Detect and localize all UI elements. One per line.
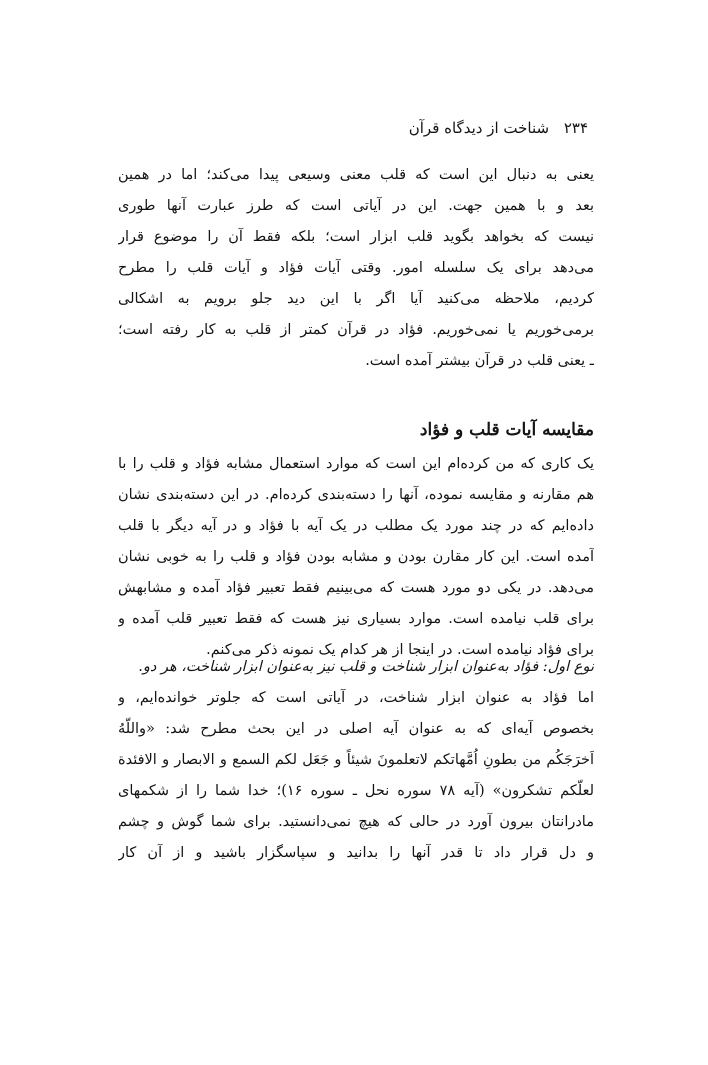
- text-line: اما فؤاد به عنوان ابزار شناخت، در آیاتی است که جلوتر خوانده‌ایم، و: [118, 690, 594, 706]
- text-line: آمده است. این کار مقارن بودن و مشابه بودن فؤاد و قلب را به خوبی نشان: [118, 549, 594, 565]
- text-line: بعد و با همین جهت. این در آیاتی است که طرز عبارت آنها طوری: [118, 198, 594, 214]
- running-header: [409, 117, 588, 139]
- text-line: هم مقارنه و مقایسه نموده، آنها را دسته‌بندی کرده‌ام. در این دسته‌بندی نشان: [118, 487, 594, 503]
- text-line: می‌دهد. در یکی دو مورد هست که می‌بینیم فقط تعبیر فؤاد آمده و مشابهش: [118, 580, 594, 596]
- text-line: برمی‌خوریم یا نمی‌خوریم. فؤاد در قرآن کمتر از قلب به کار رفته است؛: [118, 322, 594, 338]
- text-line: لعلّکم تشکرون» (آیه ۷۸ سوره نحل ـ سوره ۱۶)؛ خدا شما را از شکمهای: [118, 783, 594, 799]
- paragraph-1: [118, 160, 594, 377]
- paragraph-3: [118, 652, 594, 869]
- text-line: برای قلب نیامده است. موارد بسیاری نیز هست که فقط تعبیر قلب آمده و: [118, 611, 594, 627]
- text-line: می‌دهد برای یک سلسله امور. وقتی آیات فؤاد و آیات قلب را مطرح: [118, 260, 594, 276]
- page-number: ۲۳۴: [563, 119, 588, 137]
- section-heading: مقایسه آیات قلب و فؤاد: [419, 420, 594, 440]
- italic-subheading: نوع اول: فؤاد به‌عنوان ابزار شناخت و قلب نیز به‌عنوان ابزار شناخت، هر دو.: [138, 659, 594, 675]
- text-line: بخصوص آیه‌ای که به عنوان آیه اصلی در این بحث مطرح شد: «واللّهُ: [118, 721, 594, 737]
- text-line: نیست که بخواهد بگوید قلب ابزار است؛ بلکه فقط آن را موضوع قرار: [118, 229, 594, 245]
- text-line: و دل قرار داد تا قدر آنها را بدانید و سپاسگزار باشید و از آن کار: [118, 845, 594, 861]
- paragraph-2: [118, 449, 594, 666]
- running-title: شناخت از دیدگاه قرآن: [408, 119, 550, 137]
- text-line: داده‌ایم که در چند مورد یک مطلب در یک آیه با فؤاد و در آیه دیگر با قلب: [118, 518, 594, 534]
- text-line: کردیم، ملاحظه می‌کنید آیا اگر با این دید جلو برویم به اشکالی: [118, 291, 594, 307]
- text-line: برای فؤاد نیامده است. در اینجا از هر کدام یک نمونه ذکر می‌کنم.: [206, 642, 594, 658]
- quran-verse-line: اَخرَجَکُم من بطونِ اُمَّهاتکم لاتعلمونَ شیئاً و جَعَل لکم السمع و الابصار و الافئدة: [118, 752, 594, 768]
- text-line: ـ یعنی قلب در قرآن بیشتر آمده است.: [365, 353, 594, 369]
- text-line: مادرانتان بیرون آورد در حالی که هیچ نمی‌دانستید. برای شما گوش و چشم: [118, 814, 594, 830]
- text-line: یعنی به دنبال این است که قلب معنی وسیعی پیدا می‌کند؛ اما در همین: [118, 167, 594, 183]
- text-line: یک کاری که من کرده‌ام این است که موارد استعمال مشابه فؤاد و قلب را با: [118, 456, 594, 472]
